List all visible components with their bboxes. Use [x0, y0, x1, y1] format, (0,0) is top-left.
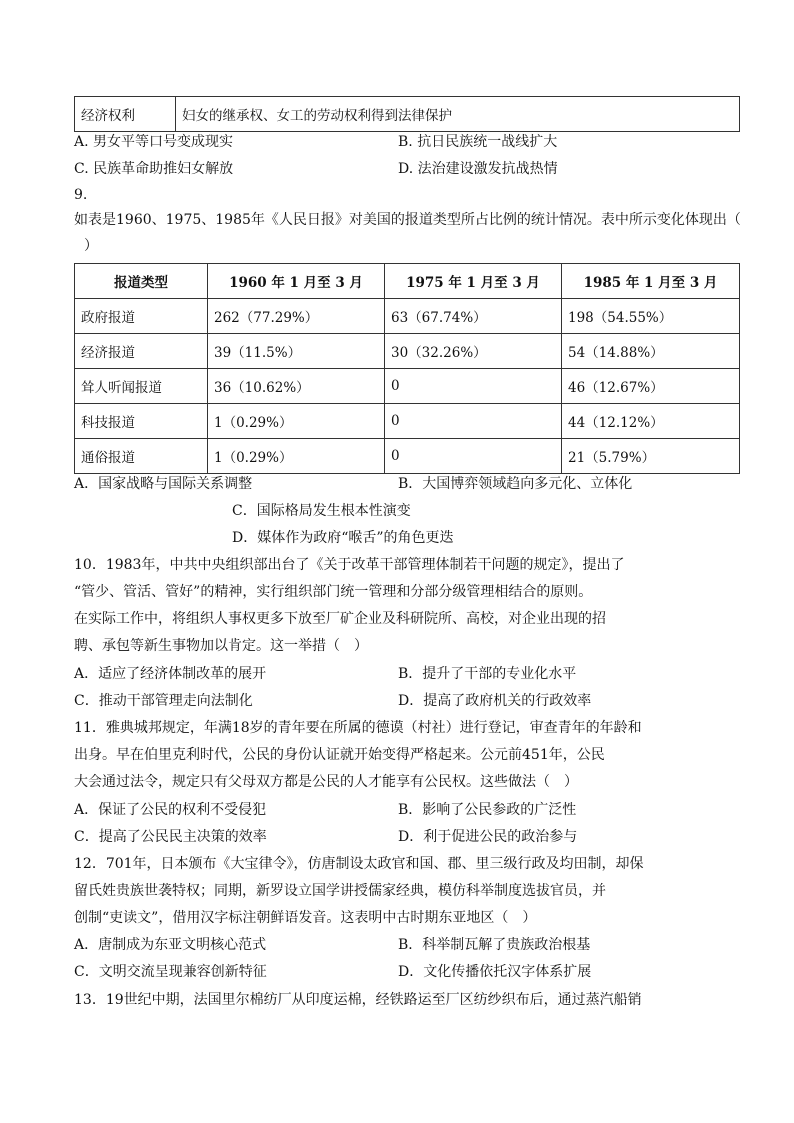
q11-line2: 出身。早在伯里克利时代，公民的身份认证就开始变得严格起来。公元前451年，公民 — [74, 747, 605, 763]
q10-option-b[interactable]: B．提升了干部的专业化水平 — [398, 666, 577, 682]
q10-line1: 10．1983年，中共中央组织部出台了《关于改革干部管理体制若干问题的规定》，提出了 — [74, 557, 625, 573]
q9-option-d[interactable]: D．媒体作为政府“喉舌”的角色更迭 — [232, 530, 454, 546]
rights-table — [74, 96, 740, 132]
table-cell: 1（0.29%） — [208, 404, 385, 439]
q10-line2: “管少、管活、管好”的精神，实行组织部门统一管理和分部分级管理相结合的原则。 — [74, 584, 593, 600]
rights-label-cell: 经济权利 — [75, 97, 176, 132]
header-cell: 1975 年 1 月至 3 月 — [385, 264, 562, 299]
q9-option-c[interactable]: C．国际格局发生根本性演变 — [232, 503, 411, 519]
q12-line1: 12．701年，日本颁布《大宝律令》，仿唐制设太政官和国、郡、里三级行政及均田制，却保 — [74, 856, 644, 872]
table-cell: 1（0.29%） — [208, 439, 385, 474]
q11-option-d[interactable]: D．利于促进公民的政治参与 — [398, 829, 578, 845]
q9-number: 9. — [74, 187, 88, 203]
table-cell: 39（11.5%） — [208, 334, 385, 369]
table-cell: 科技报道 — [75, 404, 208, 439]
q9-option-b[interactable]: B．大国博弈领域趋向多元化、立体化 — [398, 476, 633, 492]
table-cell: 30（32.26%） — [385, 334, 562, 369]
q13-line1: 13．19世纪中期，法国里尔棉纺厂从印度运棉，经铁路运至厂区纺纱织布后，通过蒸汽船销 — [74, 992, 642, 1008]
q9-stem-line2: ） — [84, 238, 98, 254]
table-cell: 44（12.12%） — [562, 404, 740, 439]
q8-option-a[interactable]: A. 男女平等口号变成现实 — [74, 134, 234, 150]
table-row — [75, 97, 740, 132]
header-cell: 报道类型 — [75, 264, 208, 299]
table-cell: 262（77.29%） — [208, 299, 385, 334]
table-row — [75, 334, 740, 369]
table-row — [75, 439, 740, 474]
q9-stem-line1: 如表是1960、1975、1985年《人民日报》对美国的报道类型所占比例的统计情况。表中所示变化体现出（ — [74, 212, 741, 228]
q10-option-a[interactable]: A．适应了经济体制改革的展开 — [74, 666, 267, 682]
table-cell: 经济报道 — [75, 334, 208, 369]
q12-option-b[interactable]: B．科举制瓦解了贵族政治根基 — [398, 937, 591, 953]
q10-option-d[interactable]: D．提高了政府机关的行政效率 — [398, 693, 592, 709]
q11-line1: 11．雅典城邦规定，年满18岁的青年要在所属的德谟（村社）进行登记，审查青年的年龄和 — [74, 720, 642, 736]
q10-line4: 聘、承包等新生事物加以肯定。这一举措（ ） — [74, 638, 368, 654]
q10-option-c[interactable]: C．推动干部管理走向法制化 — [74, 693, 253, 709]
table-row — [75, 404, 740, 439]
table-row — [75, 369, 740, 404]
q8-option-c[interactable]: C. 民族革命助推妇女解放 — [74, 161, 234, 177]
header-cell: 1985 年 1 月至 3 月 — [562, 264, 740, 299]
table-cell: 0 — [385, 404, 562, 439]
q12-option-d[interactable]: D．文化传播依托汉字体系扩展 — [398, 964, 592, 980]
table-cell: 0 — [385, 369, 562, 404]
table-cell: 198（54.55%） — [562, 299, 740, 334]
table-cell: 政府报道 — [75, 299, 208, 334]
table-cell: 63（67.74%） — [385, 299, 562, 334]
table-cell: 46（12.67%） — [562, 369, 740, 404]
q12-line3: 创制“吏读文”，借用汉字标注朝鲜语发音。这表明中古时期东亚地区（ ） — [74, 910, 537, 926]
rights-content-cell: 妇女的继承权、女工的劳动权利得到法律保护 — [176, 97, 740, 132]
q12-line2: 留氏姓贵族世袭特权；同期，新罗设立国学讲授儒家经典，模仿科举制度选拔官员，并 — [74, 883, 606, 899]
q10-line3: 在实际工作中，将组织人事权更多下放至厂矿企业及科研院所、高校，对企业出现的招 — [74, 611, 606, 627]
table-row — [75, 299, 740, 334]
table-cell: 21（5.79%） — [562, 439, 740, 474]
q11-option-b[interactable]: B．影响了公民参政的广泛性 — [398, 802, 577, 818]
q11-option-a[interactable]: A．保证了公民的权利不受侵犯 — [74, 802, 267, 818]
q9-option-a[interactable]: A．国家战略与国际关系调整 — [74, 476, 253, 492]
header-cell: 1960 年 1 月至 3 月 — [208, 264, 385, 299]
q8-option-d[interactable]: D. 法治建设激发抗战热情 — [398, 161, 558, 177]
table-header-row — [75, 264, 740, 299]
q12-option-a[interactable]: A．唐制成为东亚文明核心范式 — [74, 937, 267, 953]
table-cell: 36（10.62%） — [208, 369, 385, 404]
table-cell: 通俗报道 — [75, 439, 208, 474]
q8-option-b[interactable]: B. 抗日民族统一战线扩大 — [398, 134, 558, 150]
q11-option-c[interactable]: C．提高了公民民主决策的效率 — [74, 829, 267, 845]
table-cell: 0 — [385, 439, 562, 474]
q12-option-c[interactable]: C．文明交流呈现兼容创新特征 — [74, 964, 267, 980]
table-cell: 54（14.88%） — [562, 334, 740, 369]
table-cell: 耸人听闻报道 — [75, 369, 208, 404]
report-table — [74, 263, 740, 474]
q11-line3: 大会通过法令，规定只有父母双方都是公民的人才能享有公民权。这些做法（ ） — [74, 774, 578, 790]
